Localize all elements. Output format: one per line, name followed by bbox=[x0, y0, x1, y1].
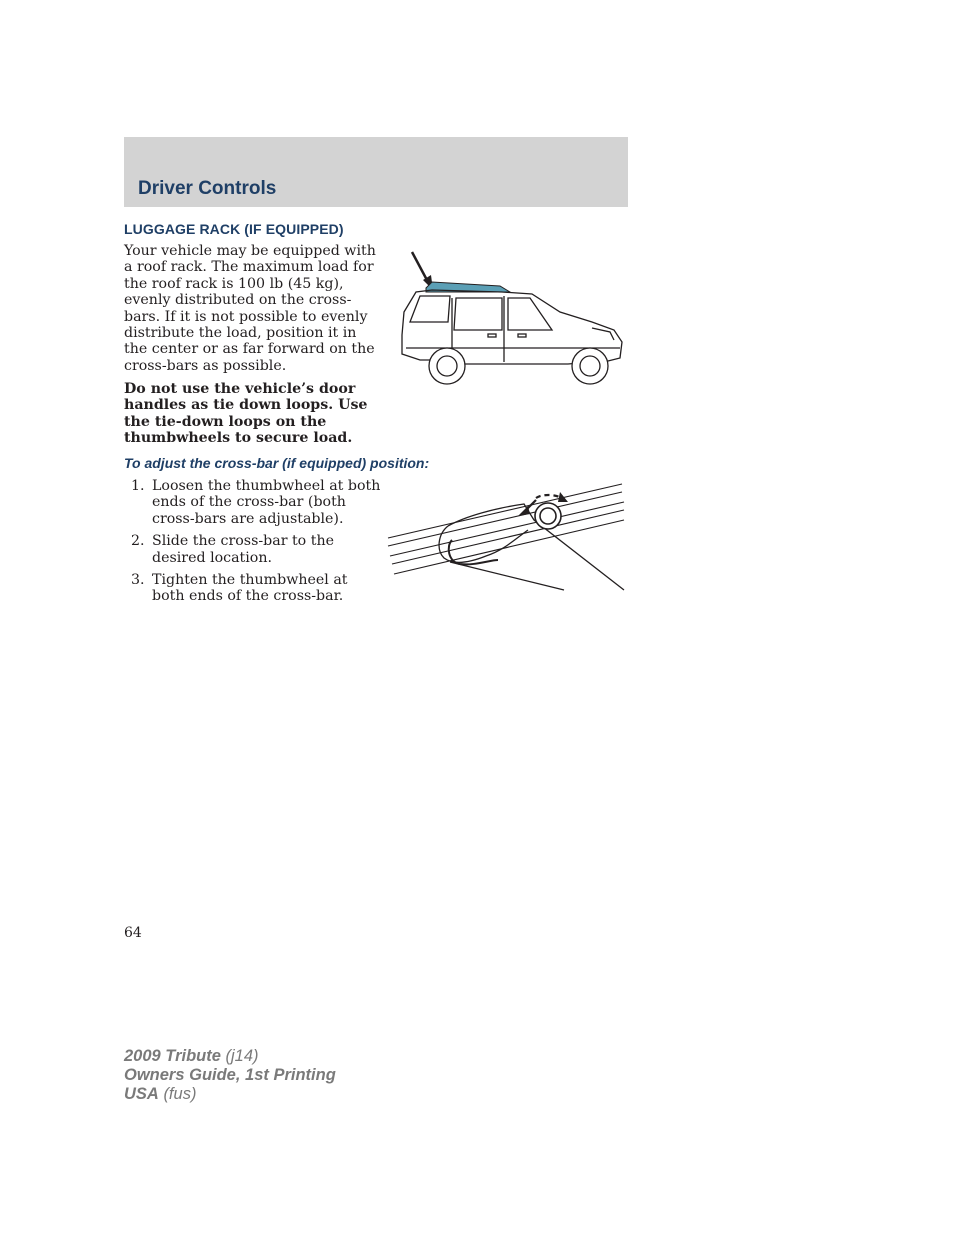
step-number: 3. bbox=[131, 572, 145, 589]
pointer-arrow-line bbox=[412, 252, 428, 282]
section-title: Driver Controls bbox=[138, 178, 277, 199]
front-wheel bbox=[572, 348, 608, 384]
step-text: Loosen the thumbwheel at both ends of the cross-bar (both cross-bars are adjustable). bbox=[152, 478, 381, 527]
step-number: 1. bbox=[131, 478, 145, 494]
front-door-handle bbox=[518, 334, 526, 337]
print-footer bbox=[124, 1047, 336, 1104]
page-number: 64 bbox=[124, 925, 142, 941]
step-number: 2. bbox=[131, 533, 145, 550]
list-item bbox=[124, 533, 384, 566]
thumbwheel-icon bbox=[535, 503, 561, 529]
rear-wheel bbox=[429, 348, 465, 384]
footer-line-1 bbox=[124, 1047, 336, 1066]
list-item bbox=[124, 572, 384, 605]
footer-model: 2009 Tribute bbox=[124, 1047, 221, 1065]
adjust-steps-list bbox=[124, 478, 384, 611]
rear-window bbox=[410, 296, 450, 322]
footer-line-3 bbox=[124, 1085, 336, 1104]
crossbar-bottom-edge bbox=[450, 562, 564, 590]
footer-line-2 bbox=[124, 1066, 336, 1085]
rear-door-window bbox=[454, 298, 502, 330]
headlight bbox=[592, 328, 614, 340]
footer-guide: Owners Guide, 1st Printing bbox=[124, 1066, 336, 1084]
suv-roof-rack-illustration bbox=[392, 250, 632, 390]
footer-market: USA bbox=[124, 1085, 159, 1103]
step-text: Slide the cross-bar to the desired location. bbox=[152, 533, 334, 566]
rotation-arc bbox=[536, 495, 562, 498]
luggage-rack-warning: Do not use the vehicle’s door handles as tie down loops. Use the tie-down loops on the thumbwheels to secure load. bbox=[124, 381, 368, 447]
step-text: Tighten the thumbwheel at both ends of the cross-bar. bbox=[152, 572, 348, 605]
luggage-rack-heading: LUGGAGE RACK (IF EQUIPPED) bbox=[124, 221, 344, 237]
footer-market-code: (fus) bbox=[163, 1085, 197, 1103]
footer-model-code: (j14) bbox=[225, 1047, 259, 1065]
luggage-rack-intro: Your vehicle may be equipped with a roof rack. The maximum load for the roof rack is 100 lb (45 kg), evenly distributed on the cross-bars. If it is not possible to evenly distribute the load, position it in the center or as far forward on the cross-bars as possible. bbox=[124, 243, 376, 374]
adjust-crossbar-heading: To adjust the cross-bar (if equipped) position: bbox=[124, 455, 430, 471]
list-item bbox=[124, 478, 384, 527]
crossbar-thumbwheel-illustration bbox=[386, 480, 626, 595]
rear-door-handle bbox=[488, 334, 496, 337]
